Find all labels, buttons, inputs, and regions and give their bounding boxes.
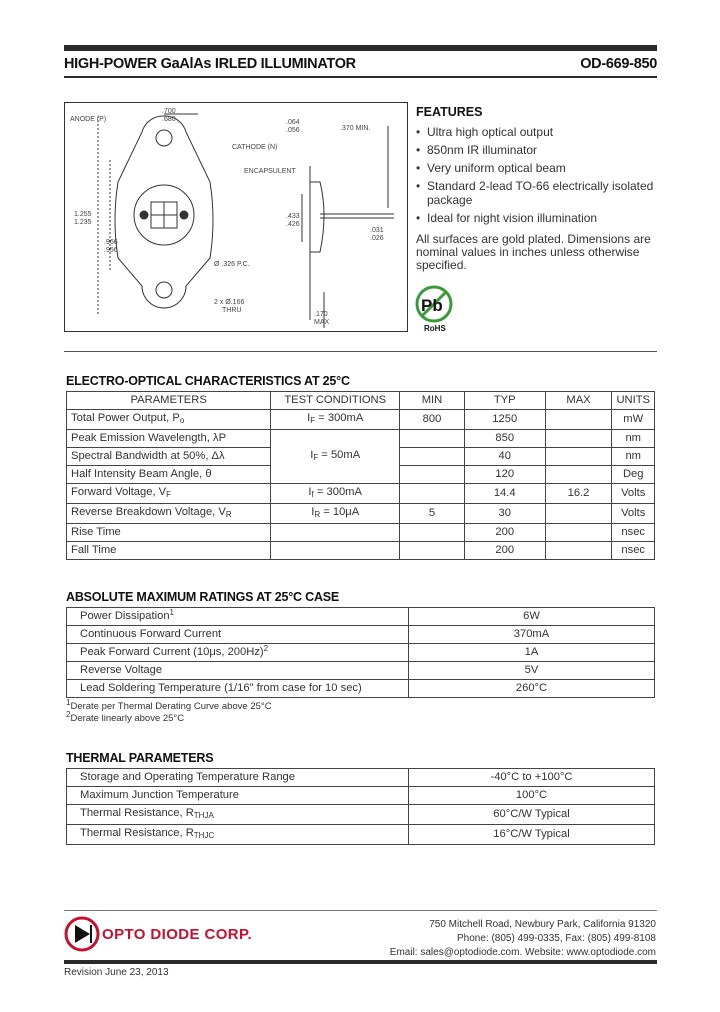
dim-426: .426 <box>286 221 300 228</box>
table-row <box>67 769 655 787</box>
thermal-table <box>66 768 655 845</box>
company-web: Email: sales@optodiode.com. Website: www.optodiode.com <box>389 947 656 958</box>
mount-hole-top <box>156 130 172 146</box>
features-note: All surfaces are gold plated. Dimensions are nominal values in inches unless otherwise specified. <box>416 232 651 272</box>
typ-cell: 1250 <box>464 410 545 430</box>
anode-label: ANODE (P) <box>70 116 107 123</box>
dim-hole: 2 x Ø.166 <box>214 299 245 306</box>
units-cell: nsec <box>612 542 655 560</box>
cathode-lead <box>180 211 188 219</box>
table-row <box>67 430 655 448</box>
typ-cell: 30 <box>464 504 545 524</box>
dim-026: .026 <box>370 235 384 242</box>
typ-cell: 120 <box>464 466 545 484</box>
max-cell <box>545 504 612 524</box>
dim-pc: Ø .326 P.C. <box>214 261 250 268</box>
amr-table <box>66 607 655 698</box>
dim-170: .170 <box>314 311 328 318</box>
dim-680: .680 <box>162 116 176 123</box>
units-cell: Volts <box>612 504 655 524</box>
param-cell: Fall Time <box>67 542 271 560</box>
company-phone: Phone: (805) 499-0335, Fax: (805) 499-8108 <box>456 933 656 944</box>
table-row <box>67 825 655 845</box>
features-heading: FEATURES <box>416 105 483 119</box>
company-logo-icon <box>64 916 100 952</box>
table-row <box>67 524 655 542</box>
typ-cell: 850 <box>464 430 545 448</box>
col-header: UNITS <box>612 392 655 410</box>
param-cell: Peak Forward Current (10μs, 200Hz)$^2$ <box>67 644 409 662</box>
param-cell: Reverse Voltage <box>67 662 409 680</box>
typ-cell: 200 <box>464 524 545 542</box>
amr-heading: ABSOLUTE MAXIMUM RATINGS AT 25°C CASE <box>66 590 340 604</box>
eo-heading: ELECTRO-OPTICAL CHARACTERISTICS AT 25°C <box>66 374 350 388</box>
dim-433: .433 <box>286 213 300 220</box>
dim-370: .370 MIN. <box>340 125 371 132</box>
max-cell <box>545 524 612 542</box>
dim-thru: THRU <box>222 307 242 314</box>
units-cell: nm <box>612 430 655 448</box>
table-row <box>67 608 655 626</box>
feature-item: • Ideal for night vision illumination <box>416 211 656 225</box>
typ-cell: 40 <box>464 448 545 466</box>
value-cell: 1A <box>409 644 655 662</box>
value-cell: 16°C/W Typical <box>409 825 655 845</box>
units-cell: Deg <box>612 466 655 484</box>
dim-1255: 1.255 <box>74 211 92 218</box>
param-cell: Rise Time <box>67 524 271 542</box>
cond-cell <box>271 542 400 560</box>
company-address: 750 Mitchell Road, Newbury Park, California 91320 <box>429 919 656 930</box>
footer-rule-top <box>64 910 657 911</box>
value-cell: 370mA <box>409 626 655 644</box>
col-header: TEST CONDITIONS <box>271 392 400 410</box>
dim-max: MAX <box>314 319 330 326</box>
col-header: MAX <box>545 392 612 410</box>
dim-031: .031 <box>370 227 384 234</box>
top-rule <box>64 45 657 51</box>
units-cell: mW <box>612 410 655 430</box>
col-header: MIN <box>400 392 465 410</box>
cond-cell <box>271 524 400 542</box>
param-cell: Storage and Operating Temperature Range <box>67 769 409 787</box>
param-cell: Half Intensity Beam Angle, θ <box>67 466 271 484</box>
rohs-symbol: Pb <box>421 296 443 315</box>
feature-item: • 850nm IR illuminator <box>416 143 656 157</box>
table-row <box>67 504 655 524</box>
max-cell: 16.2 <box>545 484 612 504</box>
feature-item: • Ultra high optical output <box>416 125 656 139</box>
table-row <box>67 662 655 680</box>
param-cell: Maximum Junction Temperature <box>67 787 409 805</box>
min-cell <box>400 466 465 484</box>
package-drawing <box>64 102 408 334</box>
anode-lead <box>140 211 148 219</box>
units-cell: Volts <box>612 484 655 504</box>
revision-date: Revision June 23, 2013 <box>64 967 169 978</box>
min-cell: 5 <box>400 504 465 524</box>
side-profile <box>310 182 324 252</box>
header-rule <box>64 76 657 78</box>
dim-956: .956 <box>104 247 118 254</box>
dim-700: .700 <box>162 108 176 115</box>
features-list <box>416 125 656 225</box>
feature-item: • Very uniform optical beam <box>416 161 656 175</box>
value-cell: 100°C <box>409 787 655 805</box>
param-cell: Spectral Bandwidth at 50%, Δλ <box>67 448 271 466</box>
dim-056: .056 <box>286 127 300 134</box>
units-cell: nm <box>612 448 655 466</box>
col-header: TYP <box>464 392 545 410</box>
features-section <box>416 105 656 272</box>
footnote-1: $^1$Derate per Thermal Derating Curve above 25°C <box>66 698 272 712</box>
param-cell: Forward Voltage, $V_F$ <box>67 484 271 504</box>
feature-item: • Standard 2-lead TO-66 electrically isolated package <box>416 179 656 207</box>
thermal-heading: THERMAL PARAMETERS <box>66 751 214 765</box>
table-row <box>67 410 655 430</box>
min-cell <box>400 484 465 504</box>
min-cell <box>400 542 465 560</box>
param-cell: Continuous Forward Current <box>67 626 409 644</box>
dim-1235: 1.235 <box>74 219 92 226</box>
table-row <box>67 805 655 825</box>
col-header: PARAMETERS <box>67 392 271 410</box>
param-cell: Thermal Resistance, $R_{THJA}$ <box>67 805 409 825</box>
max-cell <box>545 410 612 430</box>
mount-hole-bottom <box>156 282 172 298</box>
table-row <box>67 484 655 504</box>
min-cell <box>400 524 465 542</box>
param-cell: Reverse Breakdown Voltage, $V_R$ <box>67 504 271 524</box>
max-cell <box>545 430 612 448</box>
cond-cell: $I_R = 10\mu A$ <box>271 504 400 524</box>
drawing-frame <box>65 103 408 332</box>
cond-cell: $I_f = 300mA$ <box>271 484 400 504</box>
min-cell <box>400 448 465 466</box>
table-row <box>67 542 655 560</box>
table-row <box>67 644 655 662</box>
cond-cell: $I_F = 50mA$ <box>271 430 400 484</box>
value-cell: 60°C/W Typical <box>409 805 655 825</box>
table-row <box>67 680 655 698</box>
min-cell: 800 <box>400 410 465 430</box>
min-cell <box>400 430 465 448</box>
rohs-label: RoHS <box>424 324 446 333</box>
section-rule <box>64 351 657 352</box>
value-cell: 260°C <box>409 680 655 698</box>
typ-cell: 200 <box>464 542 545 560</box>
part-number: OD-669-850 <box>580 56 657 72</box>
value-cell: 5V <box>409 662 655 680</box>
document-title: HIGH-POWER GaAlAs IRLED ILLUMINATOR <box>64 56 356 72</box>
param-cell: Lead Soldering Temperature (1/16" from case for 10 sec) <box>67 680 409 698</box>
dim-064: .064 <box>286 119 300 126</box>
eo-table <box>66 391 655 560</box>
dim-966: .966 <box>104 239 118 246</box>
units-cell: nsec <box>612 524 655 542</box>
footer-rule <box>64 960 657 964</box>
param-cell: Total Power Output, $P_o$ <box>67 410 271 430</box>
param-cell: Peak Emission Wavelength, λP <box>67 430 271 448</box>
value-cell: -40°C to +100°C <box>409 769 655 787</box>
encapsulant-label: ENCAPSULENT <box>244 168 296 175</box>
max-cell <box>545 466 612 484</box>
company-name: OPTO DIODE CORP. <box>102 926 253 943</box>
cond-cell: $I_F = 300mA$ <box>271 410 400 430</box>
typ-cell: 14.4 <box>464 484 545 504</box>
rohs-pb-free-icon <box>414 284 454 334</box>
param-cell: Power Dissipation$^1$ <box>67 608 409 626</box>
value-cell: 6W <box>409 608 655 626</box>
footnote-2: $^2$Derate linearly above 25°C <box>66 710 185 724</box>
cathode-label: CATHODE (N) <box>232 144 278 151</box>
param-cell: Thermal Resistance, $R_{THJC}$ <box>67 825 409 845</box>
table-header-row <box>67 392 655 410</box>
table-row <box>67 787 655 805</box>
table-row <box>67 626 655 644</box>
max-cell <box>545 542 612 560</box>
max-cell <box>545 448 612 466</box>
